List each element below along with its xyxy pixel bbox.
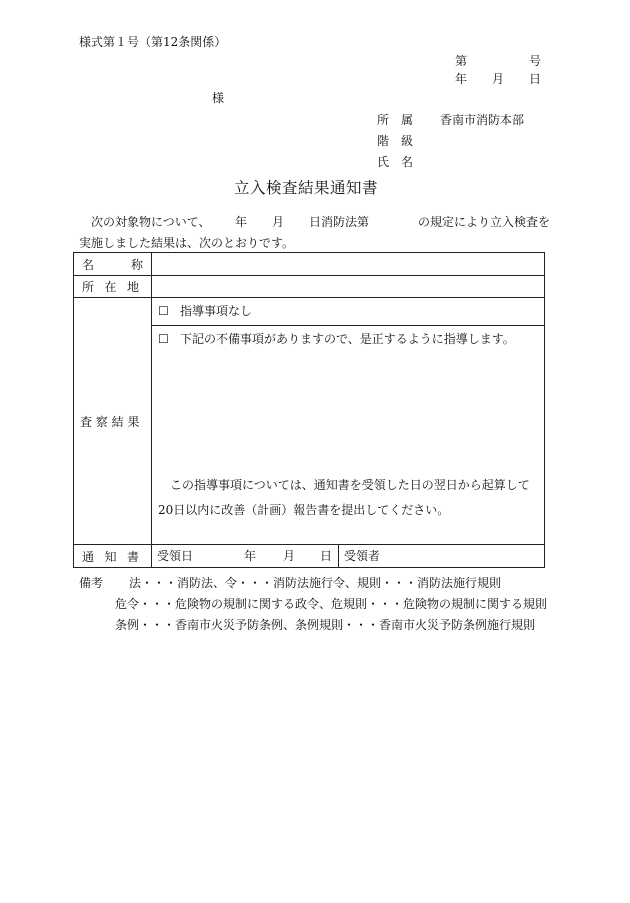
address-field[interactable] <box>152 276 545 298</box>
form-number: 様式第１号（第12条関係） <box>79 35 227 49</box>
address-label-cell <box>74 276 152 298</box>
doc-no-go: 号 <box>529 54 542 68</box>
remarks-line1: 法・・・消防法、令・・・消防法施行令、規則・・・消防法施行規則 <box>129 576 502 590</box>
rank-label: 階 級 <box>377 134 414 148</box>
name-field[interactable] <box>152 253 545 276</box>
row-name <box>74 253 545 276</box>
result-label: 査 察 結 果 <box>80 414 140 429</box>
recipient-cell[interactable] <box>339 545 544 567</box>
notice-label-3: 書 <box>126 549 139 564</box>
option1-cell <box>152 298 545 326</box>
remarks-label: 備考 <box>79 576 104 590</box>
intro-line1-a: 次の対象物について、 <box>91 215 211 229</box>
receipt-month: 月 <box>283 549 296 563</box>
name-label: 氏 名 <box>377 155 414 169</box>
address-label-3: 地 <box>126 280 139 294</box>
intro-line2: 実施しました結果は、次のとおりです。 <box>79 236 295 250</box>
row-result-option1 <box>74 298 545 326</box>
result-label-cell <box>74 298 152 545</box>
address-label-2: 在 <box>104 280 117 294</box>
intro-line1-b: の規定により立入検査を <box>418 215 551 229</box>
affiliation-value: 香南市消防本部 <box>440 113 525 127</box>
name-label-1: 名 <box>82 257 95 272</box>
row-notice <box>74 545 545 568</box>
row-address <box>74 276 545 298</box>
date-year: 年 <box>455 72 468 86</box>
receipt-year: 年 <box>244 549 257 563</box>
intro-line1-year: 年 <box>235 215 248 229</box>
intro-line1-day-law: 日消防法第 <box>309 215 370 229</box>
date-day: 日 <box>529 72 542 86</box>
notice-label-1: 通 <box>82 549 95 564</box>
option2-checkbox[interactable]: ☐ <box>158 332 169 346</box>
affiliation-label: 所 属 <box>377 113 414 127</box>
option1-label: 指導事項なし <box>180 304 253 318</box>
document-title: 立入検査結果通知書 <box>234 179 379 197</box>
remarks-line3: 条例・・・香南市火災予防条例、条例規則・・・香南市火災予防条例施行規則 <box>115 618 536 632</box>
option2-cell <box>152 326 545 545</box>
receipt-day: 日 <box>320 549 333 563</box>
addressee-suffix: 様 <box>212 91 225 105</box>
instruction-line1: この指導事項については、通知書を受領した日の翌日から起算して <box>170 478 530 492</box>
instruction-line2: 20日以内に改善（計画）報告書を提出してください。 <box>158 503 450 517</box>
inspection-result-table <box>73 252 545 568</box>
option1-checkbox[interactable]: ☐ <box>158 304 169 318</box>
receipt-date-cell[interactable] <box>152 545 339 567</box>
date-month: 月 <box>492 72 505 86</box>
name-label-2: 称 <box>130 257 143 272</box>
option2-label: 下記の不備事項がありますので、是正するように指導します。 <box>180 332 515 346</box>
name-label-cell <box>74 253 152 276</box>
intro-line1-month: 月 <box>272 215 285 229</box>
notice-label-2: 知 <box>104 549 117 564</box>
doc-no-dai: 第 <box>455 54 468 68</box>
remarks-line2: 危令・・・危険物の規制に関する政令、危規則・・・危険物の規制に関する規則 <box>115 597 548 611</box>
recipient-label: 受領者 <box>344 549 381 563</box>
receipt-cell <box>152 545 545 568</box>
notice-label-cell <box>74 545 152 568</box>
receipt-date-label: 受領日 <box>157 549 194 563</box>
address-label-1: 所 <box>82 280 95 294</box>
